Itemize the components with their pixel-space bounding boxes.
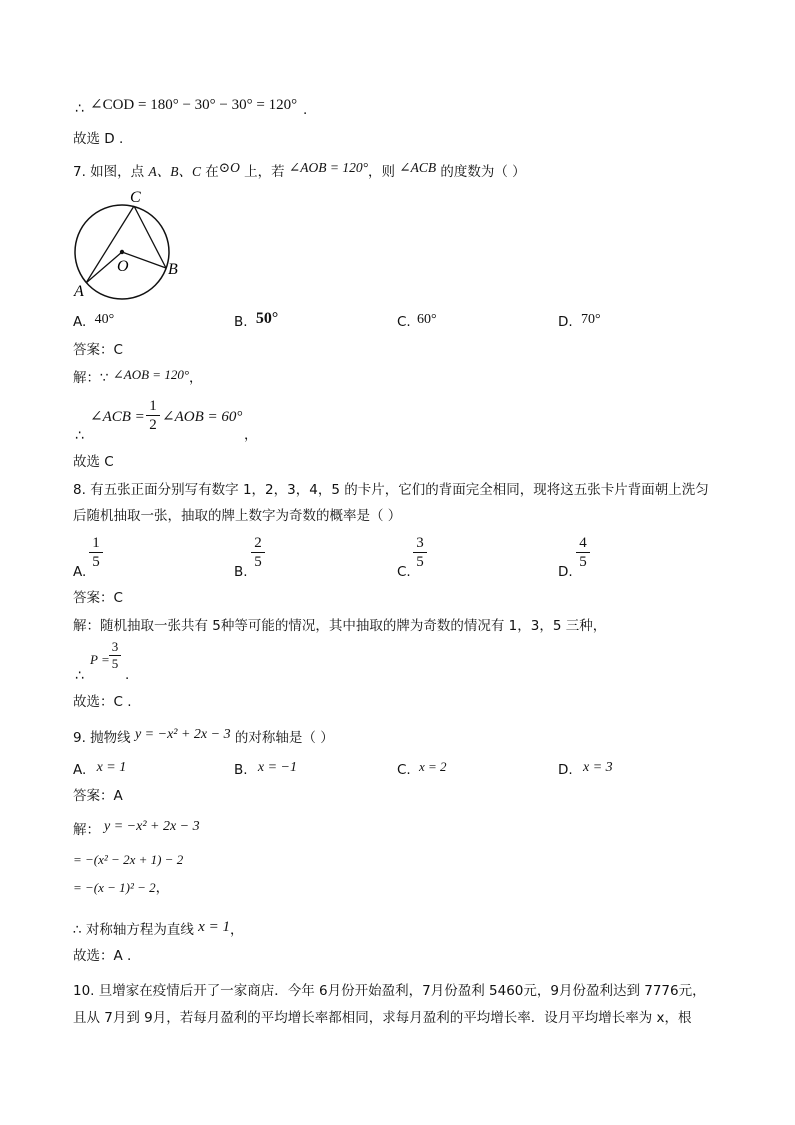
fraction-bar: [413, 552, 427, 553]
q9-option-a[interactable]: [73, 761, 126, 780]
option-value: 50°: [255, 310, 279, 327]
probability-left: P =: [90, 652, 110, 667]
stem-prefix: 9. 抛物线: [73, 730, 135, 746]
q9-solution-line4: [73, 921, 243, 939]
comma: ，: [189, 370, 203, 386]
q9-solution-line1: [73, 821, 200, 840]
option-fraction: [413, 535, 427, 570]
label-c: C: [130, 189, 141, 206]
option-letter: D.: [558, 564, 573, 580]
q7-option-c[interactable]: [397, 313, 437, 332]
fraction-bar: [251, 552, 265, 553]
option-value: x = 1: [96, 760, 127, 775]
option-letter: B.: [234, 762, 248, 778]
fraction-half: [146, 398, 160, 433]
option-value: 40°: [94, 312, 115, 327]
q9-option-b[interactable]: [234, 761, 297, 780]
q7-stem-mid1: 在: [200, 164, 219, 180]
fraction-bar: [89, 552, 103, 553]
stem-equation: y = −x² + 2x − 3: [134, 727, 231, 742]
q7-answer: 答案：C: [73, 342, 123, 358]
q7-stem-pre: 7. 如图，点: [73, 164, 149, 180]
solution-prefix: 解：∵: [73, 370, 113, 386]
dot: .: [125, 667, 130, 683]
q10-stem-line1: 10. 旦增家在疫情后开了一家商店．今年 6月份开始盈利，7月份盈利 5460元，9月份盈利达到 7776元，: [73, 983, 706, 999]
q8-stem-line2: 后随机抽取一张，抽取的牌上数字为奇数的概率是（ ）: [73, 508, 402, 524]
solution-text: ∴ 对称轴方程为直线: [73, 922, 199, 938]
q7-choose: 故选 C: [73, 454, 114, 470]
q8-solution: 解：随机抽取一张共有 5种等可能的情况，其中抽取的牌为奇数的情况有 1，3，5 三种，: [73, 618, 607, 634]
option-value: x = −1: [257, 760, 297, 775]
numerator: 1: [149, 398, 157, 414]
probability-fraction: [109, 640, 121, 671]
option-letter: C.: [397, 314, 411, 330]
option-letter: A.: [73, 564, 87, 580]
denominator: 5: [111, 656, 119, 671]
q8-choose: 故选：C .: [73, 694, 132, 710]
option-value: x = 3: [582, 760, 613, 775]
option-value: x = 2: [419, 759, 447, 774]
q7-circle: ⊙O: [218, 160, 240, 175]
comma: ，: [155, 880, 170, 896]
label-a: A: [74, 283, 84, 300]
q9-option-d[interactable]: [558, 761, 613, 780]
q9-solution-line2: = −(x² − 2x + 1) − 2: [73, 852, 184, 867]
option-letter: A.: [73, 762, 87, 778]
fraction-bar: [146, 415, 160, 416]
numerator: 2: [254, 535, 262, 551]
denominator: 5: [92, 554, 100, 570]
option-letter: C.: [397, 564, 411, 580]
q6-choose: 故选 D .: [73, 131, 124, 147]
q8-stem-line1: 8. 有五张正面分别写有数字 1，2，3，4，5 的卡片，它们的背面完全相同，现将这五张卡片背面朝上洗匀: [73, 482, 709, 498]
denominator: 2: [149, 417, 157, 433]
therefore-symbol: ∴: [75, 428, 84, 444]
option-value: 60°: [417, 312, 437, 327]
q7-option-d[interactable]: [558, 313, 601, 332]
stem-suffix: 的对称轴是（ ）: [230, 730, 334, 746]
q7-circle-figure: [70, 185, 200, 300]
q8-answer: 答案：C: [73, 590, 123, 606]
option-letter: A.: [73, 314, 87, 330]
eq-left: ∠ACB =: [90, 409, 145, 425]
numerator: 1: [92, 535, 100, 551]
therefore-symbol: ∴: [75, 101, 84, 117]
option-letter: B.: [234, 564, 248, 580]
q6-equation: ∠COD = 180° − 30° − 30° = 120°: [90, 97, 298, 113]
denominator: 5: [254, 554, 262, 570]
option-value: 70°: [580, 312, 601, 327]
option-fraction: [251, 535, 265, 570]
q7-target-angle: ∠ACB: [399, 160, 437, 175]
q9-option-c[interactable]: [397, 761, 447, 779]
q7-solution-line1: [73, 369, 203, 387]
option-letter: B.: [234, 314, 248, 330]
q9-choose: 故选：A .: [73, 948, 132, 964]
comma: ，: [244, 427, 258, 443]
eq-right: ∠AOB = 60°: [162, 409, 243, 425]
q9-solution-line3: [73, 879, 169, 897]
q7-stem-post: 的度数为（ ）: [436, 164, 526, 180]
q7-option-b[interactable]: [234, 310, 279, 331]
numerator: 4: [579, 535, 587, 551]
solution-eq: x = 1: [198, 919, 230, 935]
center-point: [120, 250, 124, 254]
option-fraction: [576, 535, 590, 570]
q6-dot: .: [303, 102, 308, 118]
q7-stem-mid2: 上，若: [239, 164, 289, 180]
q10-stem-line2: 且从 7月到 9月，若每月盈利的平均增长率都相同，求每月盈利的平均增长率．设月平均增长率为 x，根: [73, 1010, 692, 1026]
q7-condition: ∠AOB = 120°: [288, 160, 368, 175]
fraction-bar: [576, 552, 590, 553]
therefore-symbol: ∴: [75, 668, 84, 684]
option-letter: D.: [558, 314, 573, 330]
denominator: 5: [579, 554, 587, 570]
q7-stem: [73, 160, 526, 181]
q9-stem: [73, 729, 334, 748]
label-o: O: [117, 258, 129, 275]
q7-stem-mid3: ，则: [367, 164, 400, 180]
option-letter: C.: [397, 762, 411, 778]
q7-points: A、B、C: [148, 164, 201, 179]
comma: ，: [229, 922, 244, 938]
solution-eq: ∠AOB = 120°: [112, 367, 190, 382]
solution-prefix: 解：: [73, 822, 100, 838]
option-fraction: [89, 535, 103, 570]
q9-answer: 答案：A: [73, 788, 123, 804]
solution-eq: = −(x − 1)² − 2: [73, 880, 156, 895]
q7-option-a[interactable]: [73, 313, 114, 332]
denominator: 5: [416, 554, 424, 570]
numerator: 3: [416, 535, 424, 551]
label-b: B: [168, 261, 178, 278]
option-letter: D.: [558, 762, 573, 778]
solution-eq: y = −x² + 2x − 3: [104, 819, 200, 834]
numerator: 3: [111, 639, 119, 654]
